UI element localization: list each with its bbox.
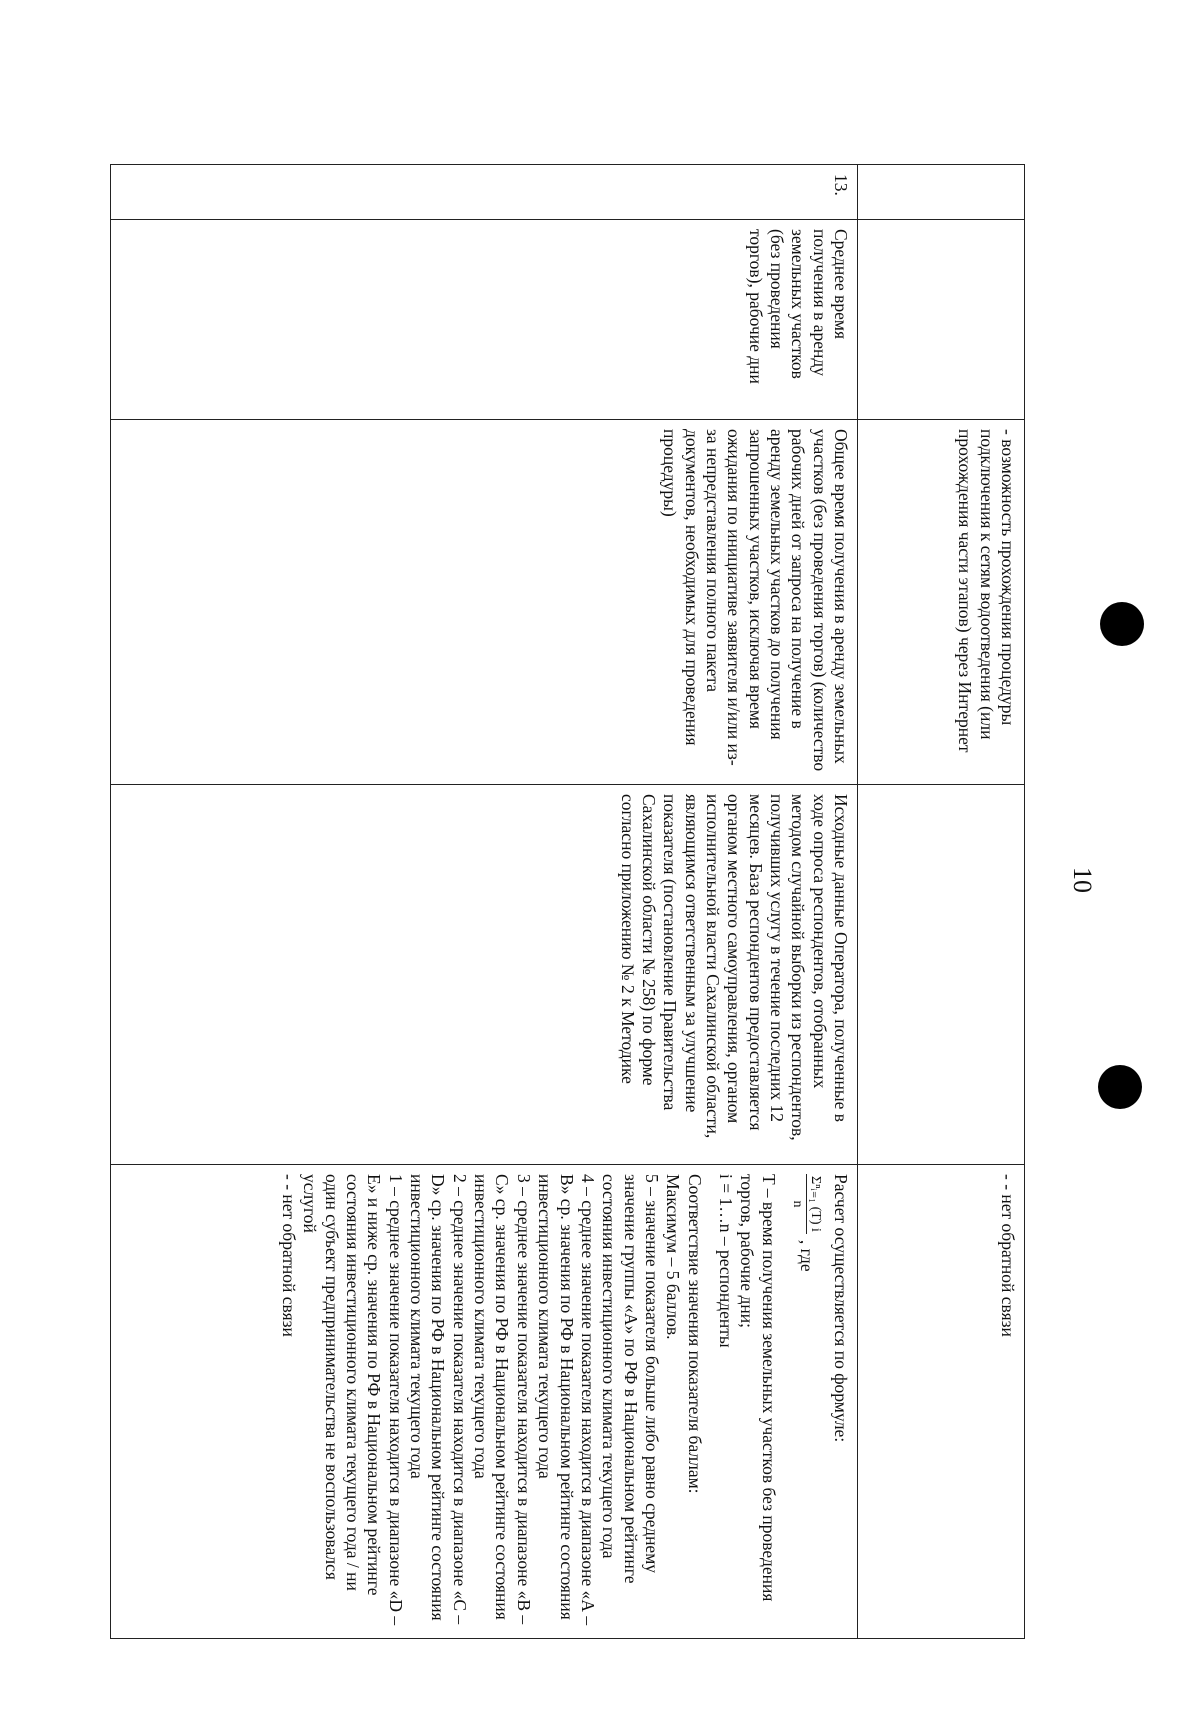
cell-calc: - - нет обратной связи [858, 1165, 1025, 1639]
formula-suffix: , где [796, 1239, 817, 1272]
formula-numerator: Σⁿᵢ₌₁ (T) i [806, 1174, 824, 1234]
scoring-scale: Соответствие значения показателя баллам: Максимум – 5 баллов. 5 – значение показателя больше либо равно среднему значение группы «А» по РФ в Национальном рейтинге состояния инвестиционного климата текущего года 4 – среднее значение показателя находится в диапазоне «А – В» ср. значения по РФ в Национальном рейтинге состояния инвестиционного климата текущего года 3 – среднее значение показателя находится в диапазоне «В – С» ср. значения по РФ в Национальном рейтинге состояния инвестиционного климата текущего года 2 – среднее значение показателя находится в диапазоне «С – D» ср. значения по РФ в Национальном рейтинге состояния инвестиционного климата текущего года 1 – среднее значение показателя находится в диапазоне «D – E» и ниже ср. значения по РФ в Национальном рейтинге состояния инвестиционного климата текущего года / ни один субъект предпринимательства не воспользовался услугой - - нет обратной связи [279, 1174, 705, 1626]
cell-name-empty [858, 220, 1025, 420]
table-row-continuation [858, 165, 1025, 1639]
cell-number-empty [858, 165, 1025, 220]
punch-hole-bottom [1098, 1065, 1142, 1109]
cell-definition: - возможность прохождения процедуры подключения к сетям водоотведения (или прохождения части этапов) через Интернет [858, 420, 1025, 785]
table-row-13 [111, 165, 858, 1639]
cell-indicator-definition: Общее время получения в аренду земельных участков (без проведения торгов) (количество рабочих дней от запроса на получение в аренду земельных участков до получения запрошенных участков, исключая время ожидания по инициативе заявителя и/или из-за непредставления полного пакета документов, необходимых для проведения процедуры) [111, 420, 858, 785]
formula [789, 1174, 824, 1629]
indicator-table-container [110, 164, 1025, 1638]
cell-row-number: 13. [111, 165, 858, 220]
cell-calculation-method [111, 1165, 858, 1639]
calc-intro: Расчет осуществляется по формуле: [831, 1174, 852, 1443]
formula-legend: T – время получения земельных участков без проведения торгов, рабочие дни; i = 1…n – респонденты [715, 1174, 779, 1602]
punch-hole-top [1100, 602, 1144, 646]
indicator-table [110, 164, 1025, 1639]
formula-denominator: n [789, 1200, 805, 1208]
cell-data-source: Исходные данные Оператора, полученные в ходе опроса респондентов, отобранных методом случайной выборки из респондентов, получивших услугу в течение последних 12 месяцев. База респондентов предоставляется органом местного самоуправления, органом исполнительной власти Сахалинской области, являющимся ответственным за улучшение показателя (постановление Правительства Сахалинской области № 258) по форме согласно приложению № 2 к Методике [111, 785, 858, 1165]
cell-source-empty [858, 785, 1025, 1165]
page-number: 10 [1068, 867, 1097, 893]
cell-indicator-name: Среднее время получения в аренду земельных участков (без проведения торгов), рабочие дни [111, 220, 858, 420]
